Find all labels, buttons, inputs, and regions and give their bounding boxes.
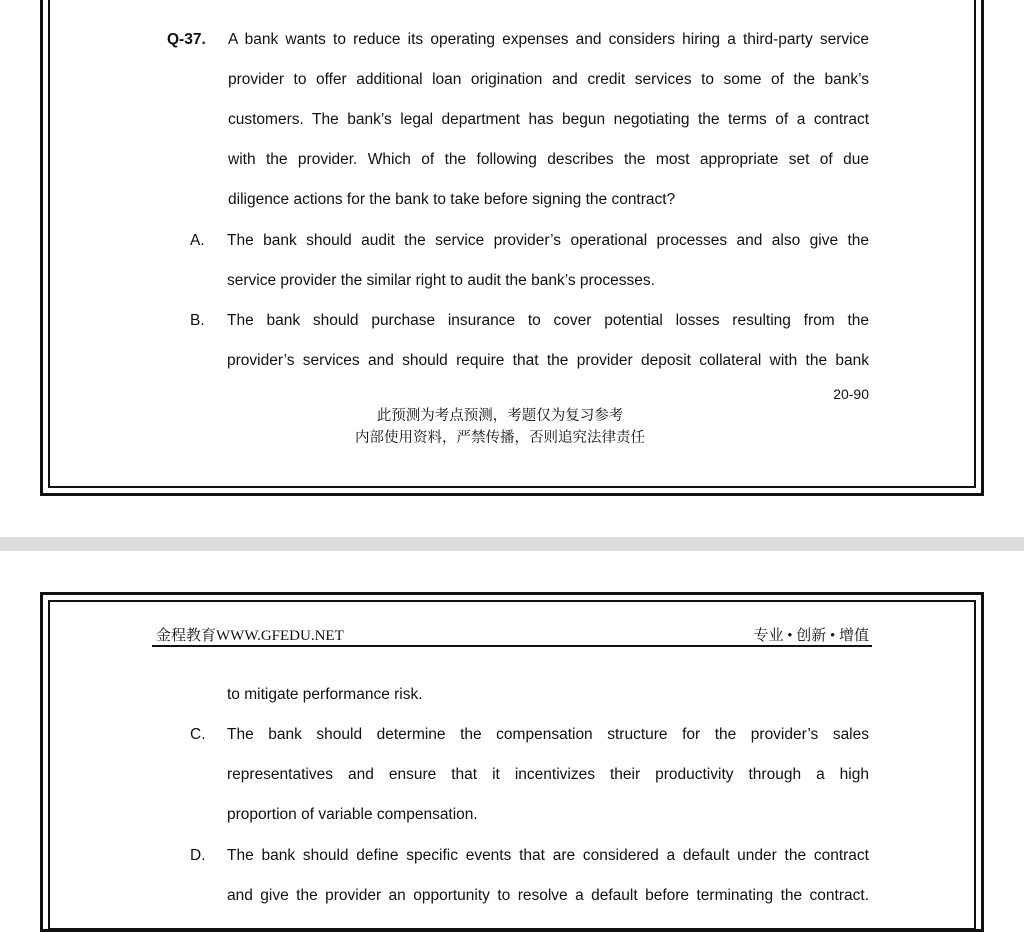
option-d-line: The bank should define specific events that are considered a default under the contract	[227, 847, 869, 864]
option-b-continuation: to mitigate performance risk.	[227, 686, 423, 703]
option-b-line: The bank should purchase insurance to cover potential losses resulting from the	[227, 312, 869, 329]
header-brand: 金程教育WWW.GFEDU.NET	[156, 628, 344, 644]
question-line: diligence actions for the bank to take before signing the contract?	[228, 191, 676, 208]
option-c-line: representatives and ensure that it incentivizes their productivity through a high	[227, 766, 869, 783]
question-line: with the provider. Which of the following describes the most appropriate set of due	[228, 151, 869, 168]
option-a-line: The bank should audit the service provider’s operational processes and also give the	[227, 232, 869, 249]
option-c-label: C.	[190, 726, 206, 743]
question-line: A bank wants to reduce its operating expenses and considers hiring a third-party service	[228, 31, 869, 48]
page-separator	[0, 537, 1024, 551]
option-d-line: and give the provider an opportunity to resolve a default before terminating the contract.	[227, 887, 869, 904]
question-number: Q-37.	[167, 31, 206, 48]
question-line: customers. The bank’s legal department has begun negotiating the terms of a contract	[228, 111, 869, 128]
notice-line: 此预测为考点预测，考题仅为复习参考	[376, 408, 624, 424]
option-d-label: D.	[190, 847, 206, 864]
page-number: 20-90	[833, 386, 869, 402]
option-a-label: A.	[190, 232, 205, 249]
option-a-line: service provider the similar right to audit the bank’s processes.	[227, 272, 655, 289]
notice-line: 内部使用资料，严禁传播，否则追究法律责任	[355, 430, 645, 446]
option-c-line: proportion of variable compensation.	[227, 806, 478, 823]
question-line: provider to offer additional loan origination and credit services to some of the bank’s	[228, 71, 869, 88]
header-slogan: 专业 • 创新 • 增值	[753, 628, 869, 644]
option-b-label: B.	[190, 312, 205, 329]
option-b-line: provider’s services and should require that the provider deposit collateral with the bank	[227, 352, 869, 369]
option-c-line: The bank should determine the compensation structure for the provider’s sales	[227, 726, 869, 743]
header-rule	[152, 645, 872, 647]
